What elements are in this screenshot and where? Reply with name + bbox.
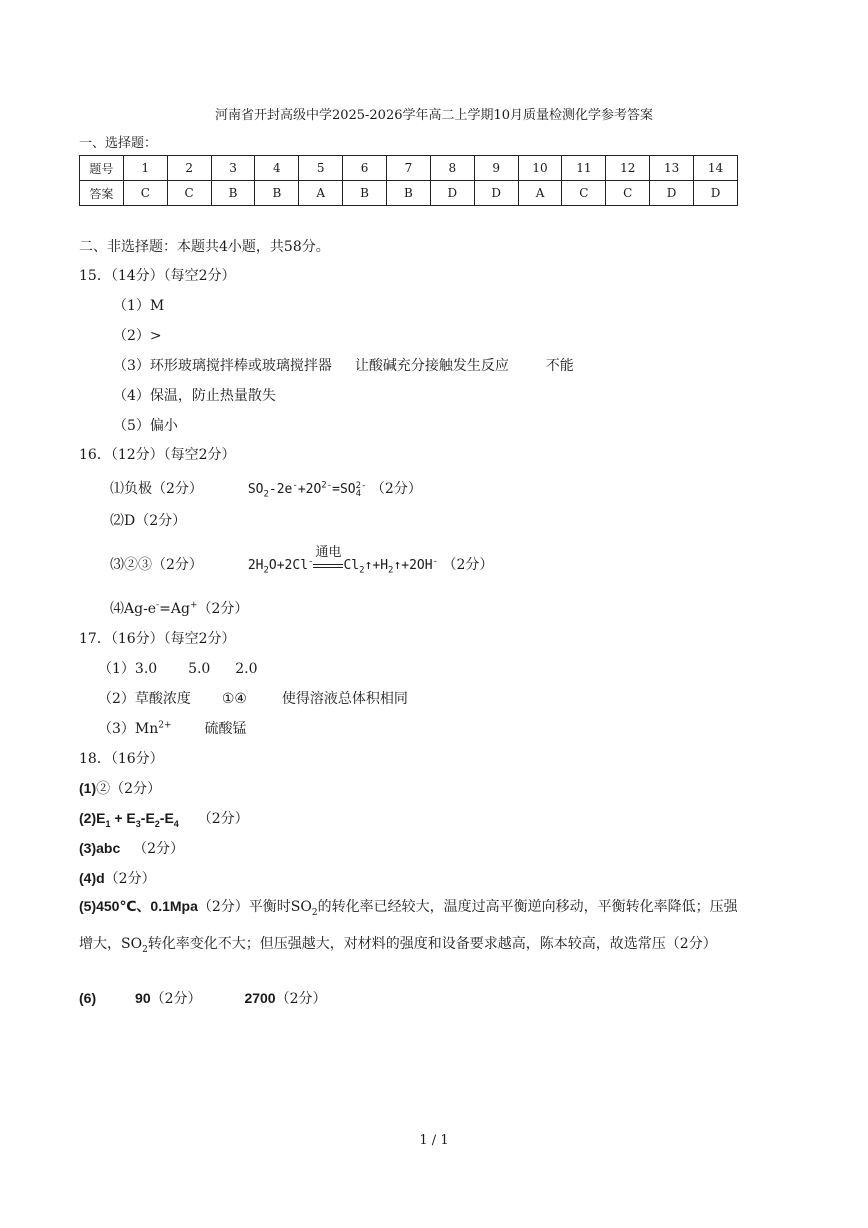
question-number-cell: 10 bbox=[518, 156, 562, 181]
q18-answer-6 bbox=[79, 988, 327, 1008]
q18-answer-2 bbox=[79, 808, 249, 829]
answer-cell: B bbox=[387, 181, 431, 206]
eq-subscript: 2 bbox=[311, 907, 318, 918]
eq-subscript: 2 bbox=[263, 489, 269, 500]
q16-answer-1-score: （2分） bbox=[370, 481, 422, 497]
q18-answer-6-index: (6) bbox=[79, 990, 97, 1006]
answer-cell: C bbox=[123, 181, 167, 206]
q18-answer-3-text: (3)abc bbox=[79, 840, 121, 856]
question-number-cell: 14 bbox=[694, 156, 738, 181]
q16-answer-1-equation bbox=[247, 480, 367, 500]
section-nonchoice-heading: 二、非选择题：本题共4小题，共58分。 bbox=[79, 239, 330, 255]
q17-answer-1-part2: 5.0 bbox=[188, 661, 211, 677]
eq-text: ↑+H bbox=[364, 558, 389, 573]
eq-condition-arrow bbox=[313, 545, 343, 573]
answer-cell: C bbox=[606, 181, 650, 206]
q16-answer-3 bbox=[110, 545, 494, 576]
q17-answer-3-part2: 硫酸锰 bbox=[204, 721, 247, 737]
question-number-cell: 9 bbox=[474, 156, 518, 181]
question-number-cell: 13 bbox=[650, 156, 694, 181]
table-row-numbers bbox=[80, 156, 738, 181]
answer-cell: B bbox=[255, 181, 299, 206]
q16-answer-4 bbox=[110, 598, 248, 618]
q15-answer-3-part3: 不能 bbox=[545, 358, 574, 374]
q18-answer-5-text: 转化率变化不大；但压强越大，对材料的强度和设备要求越高，陈本较高，故选常压（2分） bbox=[147, 935, 717, 952]
q17-answer-1-part1: （1）3.0 bbox=[98, 661, 158, 677]
answer-cell: A bbox=[299, 181, 343, 206]
answer-table bbox=[79, 155, 738, 206]
q16-heading: 16．（12分）（每空2分） bbox=[79, 447, 236, 463]
q15-answer-1: （1）M bbox=[113, 298, 165, 314]
question-number-cell: 12 bbox=[606, 156, 650, 181]
eq-text: ↑+2OH bbox=[393, 558, 433, 573]
eq-superscript: + bbox=[189, 600, 198, 611]
answer-cell: A bbox=[518, 181, 562, 206]
answer-cell: D bbox=[430, 181, 474, 206]
q16-answer-3-score: （2分） bbox=[442, 557, 494, 573]
q17-answer-3 bbox=[98, 718, 246, 738]
eq-text: =Ag bbox=[159, 601, 190, 617]
eq-text: -E bbox=[140, 810, 155, 826]
q18-answer-5-text: （2分）平衡时SO bbox=[197, 899, 312, 915]
q15-answer-3 bbox=[113, 355, 574, 375]
eq-superscript: - bbox=[292, 480, 298, 491]
eq-text: -2e bbox=[268, 482, 293, 497]
question-number-cell: 4 bbox=[255, 156, 299, 181]
answer-cell: D bbox=[474, 181, 518, 206]
eq-text: Cl bbox=[343, 558, 360, 573]
q18-answer-4-text: (4)d bbox=[79, 870, 105, 886]
q15-heading: 15．（14分）（每空2分） bbox=[79, 268, 236, 284]
q18-answer-6-score-2: （2分） bbox=[275, 991, 327, 1007]
eq-superscript: 2- bbox=[355, 480, 367, 491]
q15-answer-3-part2: 让酸碱充分接触发生反应 bbox=[354, 358, 509, 374]
question-number-cell: 2 bbox=[167, 156, 211, 181]
q18-answer-1-index: (1) bbox=[79, 780, 97, 796]
q17-answer-2 bbox=[98, 688, 408, 708]
eq-subscript: 2 bbox=[263, 565, 269, 576]
question-number-cell: 8 bbox=[430, 156, 474, 181]
header-label-cell: 题号 bbox=[80, 156, 124, 181]
answer-cell: B bbox=[211, 181, 255, 206]
eq-subscript: 1 bbox=[105, 818, 111, 829]
eq-ion-charge bbox=[356, 482, 367, 498]
q15-answer-3-part1: （3）环形玻璃搅拌棒或玻璃搅拌器 bbox=[113, 358, 332, 374]
eq-superscript: - bbox=[432, 556, 439, 567]
q16-answer-2: ⑵D（2分） bbox=[110, 513, 187, 529]
eq-text: =SO bbox=[332, 482, 356, 497]
eq-text: SO bbox=[247, 482, 264, 497]
q18-answer-2-expression bbox=[79, 810, 179, 829]
q17-answer-1 bbox=[98, 658, 258, 678]
q16-answer-4-score: （2分） bbox=[197, 601, 249, 617]
table-row-answers bbox=[80, 181, 738, 206]
eq-superscript: 2+ bbox=[158, 720, 172, 731]
eq-subscript: 2 bbox=[154, 818, 160, 829]
eq-text: (2)E bbox=[79, 810, 106, 826]
eq-subscript: 4 bbox=[355, 488, 362, 499]
answer-cell: C bbox=[167, 181, 211, 206]
question-number-cell: 11 bbox=[562, 156, 606, 181]
page-title: 河南省开封高级中学2025-2026学年高二上学期10月质量检测化学参考答案 bbox=[214, 108, 654, 123]
q18-answer-5 bbox=[79, 891, 743, 966]
q18-heading: 18．（16分） bbox=[79, 751, 164, 767]
page-number: 1 / 1 bbox=[419, 1133, 449, 1148]
q16-answer-1 bbox=[110, 478, 422, 500]
eq-text: -E bbox=[159, 810, 174, 826]
question-number-cell: 5 bbox=[299, 156, 343, 181]
q18-answer-5-text: 的转化率已经较大，温度过高平衡逆向移动，平衡转化率降低；压强增大，SO bbox=[79, 899, 738, 952]
question-number-cell: 6 bbox=[343, 156, 387, 181]
answer-cell: B bbox=[343, 181, 387, 206]
q18-answer-2-score: （2分） bbox=[197, 811, 249, 827]
answer-cell: C bbox=[562, 181, 606, 206]
q18-answer-3 bbox=[79, 838, 184, 858]
answer-cell: D bbox=[650, 181, 694, 206]
eq-superscript: 2- bbox=[321, 480, 333, 491]
q16-answer-1-label: ⑴负极（2分） bbox=[110, 481, 203, 497]
q18-answer-4 bbox=[79, 868, 156, 888]
question-number-cell: 7 bbox=[387, 156, 431, 181]
answer-label-cell: 答案 bbox=[80, 181, 124, 206]
q18-answer-1 bbox=[79, 778, 161, 798]
eq-condition-text: 通电 bbox=[315, 545, 342, 560]
q18-answer-6-score-1: （2分） bbox=[150, 991, 202, 1007]
eq-subscript: 2 bbox=[359, 565, 365, 576]
section-choice-heading: 一、选择题： bbox=[79, 136, 158, 151]
q18-answer-4-score: （2分） bbox=[104, 871, 156, 887]
q17-heading: 17．（16分）（每空2分） bbox=[79, 631, 236, 647]
q18-answer-5-condition: (5)450℃、0.1Mpa bbox=[79, 898, 198, 914]
eq-text: ⑷Ag-e bbox=[110, 601, 157, 617]
eq-subscript: 3 bbox=[135, 818, 141, 829]
q17-answer-2-part2: ①④ bbox=[221, 691, 247, 707]
eq-text: 2H bbox=[247, 558, 264, 573]
eq-subscript: 4 bbox=[173, 818, 179, 829]
q16-answer-3-label: ⑶②③（2分） bbox=[110, 557, 203, 573]
eq-subscript: 2 bbox=[388, 565, 394, 576]
q15-answer-5: （5）偏小 bbox=[113, 418, 178, 434]
q17-answer-3-part1: （3）Mn bbox=[98, 721, 159, 737]
eq-text: O+2Cl bbox=[268, 558, 309, 573]
q18-answer-1-text: ②（2分） bbox=[96, 781, 162, 797]
eq-text: +2O bbox=[297, 482, 322, 497]
eq-superscript: - bbox=[156, 600, 160, 611]
q17-answer-1-part3: 2.0 bbox=[235, 661, 258, 677]
eq-subscript: 2 bbox=[142, 944, 148, 955]
q18-answer-6-value-2: 2700 bbox=[244, 990, 276, 1006]
q18-answer-6-value-1: 90 bbox=[135, 990, 151, 1006]
eq-superscript: - bbox=[308, 556, 314, 567]
q17-answer-2-part1: （2）草酸浓度 bbox=[98, 691, 191, 707]
eq-double-bar bbox=[313, 564, 343, 568]
q15-answer-4: （4）保温，防止热量散失 bbox=[113, 388, 276, 404]
question-number-cell: 3 bbox=[211, 156, 255, 181]
answer-cell: D bbox=[694, 181, 738, 206]
q15-answer-2: （2）> bbox=[113, 328, 162, 344]
q17-answer-2-part3: 使得溶液总体积相同 bbox=[281, 691, 408, 707]
q16-answer-3-equation bbox=[247, 545, 439, 576]
eq-text: + E bbox=[110, 810, 136, 826]
question-number-cell: 1 bbox=[123, 156, 167, 181]
q18-answer-3-score: （2分） bbox=[133, 841, 185, 857]
